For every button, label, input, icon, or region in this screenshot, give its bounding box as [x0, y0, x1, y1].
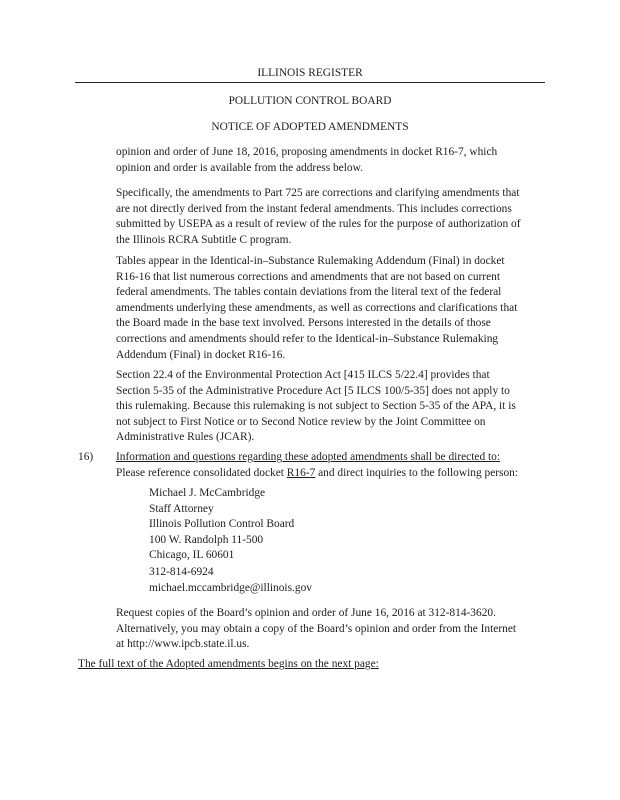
contact-title: Staff Attorney: [149, 502, 214, 515]
text-line: this rulemaking. Because this rulemaking is not subject to Section 5-35 of the APA, it is: [116, 400, 516, 413]
text-line: amendments underlying these amendments, as well as corrections and clarifications that: [116, 301, 518, 314]
text-line: are not directly derived from the instant federal amendments. This includes corrections: [116, 202, 512, 215]
notice-title: NOTICE OF ADOPTED AMENDMENTS: [211, 121, 409, 133]
contact-organization: Illinois Pollution Control Board: [149, 518, 295, 531]
text-line: the Board made in the base text involved. Persons interested in the details of those: [116, 317, 491, 330]
text-line: at http://www.ipcb.state.il.us.: [116, 638, 250, 651]
footer-note: The full text of the Adopted amendments begins on the next page:: [78, 658, 379, 670]
paragraph-section-22-4: [116, 368, 544, 446]
item-16: [116, 450, 544, 481]
text-line: Section 22.4 of the Environmental Protection Act [415 ILCS 5/22.4] provides that: [116, 369, 490, 381]
text-line: the Illinois RCRA Subtitle C program.: [116, 233, 292, 246]
paragraph-request-copies: [116, 606, 544, 653]
contact-name: Michael J. McCambridge: [149, 487, 266, 499]
text-line: Section 5-35 of the Administrative Procedure Act [5 ILCS 100/5-35] does not apply to: [116, 384, 510, 397]
contact-street: 100 W. Randolph 11-500: [149, 533, 264, 546]
contact-phone: 312-814-6924: [149, 566, 214, 578]
text-line: federal amendments. The tables contain deviations from the literal text of the federal: [116, 286, 502, 299]
register-title: ILLINOIS REGISTER: [257, 67, 363, 79]
paragraph-opinion: [116, 145, 544, 176]
text-line: corrections and amendments should refer to the Identical-in–Substance Rulemaking: [116, 332, 499, 345]
text-line: submitted by USEPA as a result of review of the rules for the purpose of authorization of: [116, 218, 521, 231]
contact-details: [149, 565, 312, 596]
header-divider: [75, 82, 545, 83]
text-line: opinion and order of June 18, 2016, proposing amendments in docket R16-7, which: [116, 146, 498, 158]
paragraph-part-725: [116, 186, 544, 248]
text-line: Administrative Rules (JCAR).: [116, 431, 255, 444]
text-line: Tables appear in the Identical-in–Substance Rulemaking Addendum (Final) in docket: [116, 255, 505, 267]
text-line: R16-16 that list numerous corrections and amendments that are not based on current: [116, 270, 501, 283]
text-line: Addendum (Final) in docket R16-16.: [116, 348, 286, 361]
paragraph-tables: [116, 254, 544, 363]
reference-text: Please reference consolidated docket: [116, 466, 287, 479]
reference-text: and direct inquiries to the following person:: [315, 466, 519, 479]
board-title: POLLUTION CONTROL BOARD: [228, 95, 392, 107]
reference-line: [116, 466, 544, 482]
docket-reference: R16-7: [286, 466, 316, 479]
contact-block: [149, 486, 294, 564]
item-number: 16): [78, 451, 94, 463]
text-line: opinion and order is available from the address below.: [116, 161, 363, 174]
text-line: Alternatively, you may obtain a copy of the Board’s opinion and order from the Internet: [116, 622, 517, 635]
text-line: Request copies of the Board’s opinion and order of June 16, 2016 at 312-814-3620.: [116, 607, 496, 619]
text-line: Specifically, the amendments to Part 725 are corrections and clarifying amendments that: [116, 187, 520, 199]
contact-city: Chicago, IL 60601: [149, 549, 235, 562]
text-line: not subject to First Notice or to Second Notice review by the Joint Committee on: [116, 415, 486, 428]
item-heading: Information and questions regarding these adopted amendments shall be directed to:: [116, 451, 501, 463]
contact-email: michael.mccambridge@illinois.gov: [149, 581, 312, 594]
